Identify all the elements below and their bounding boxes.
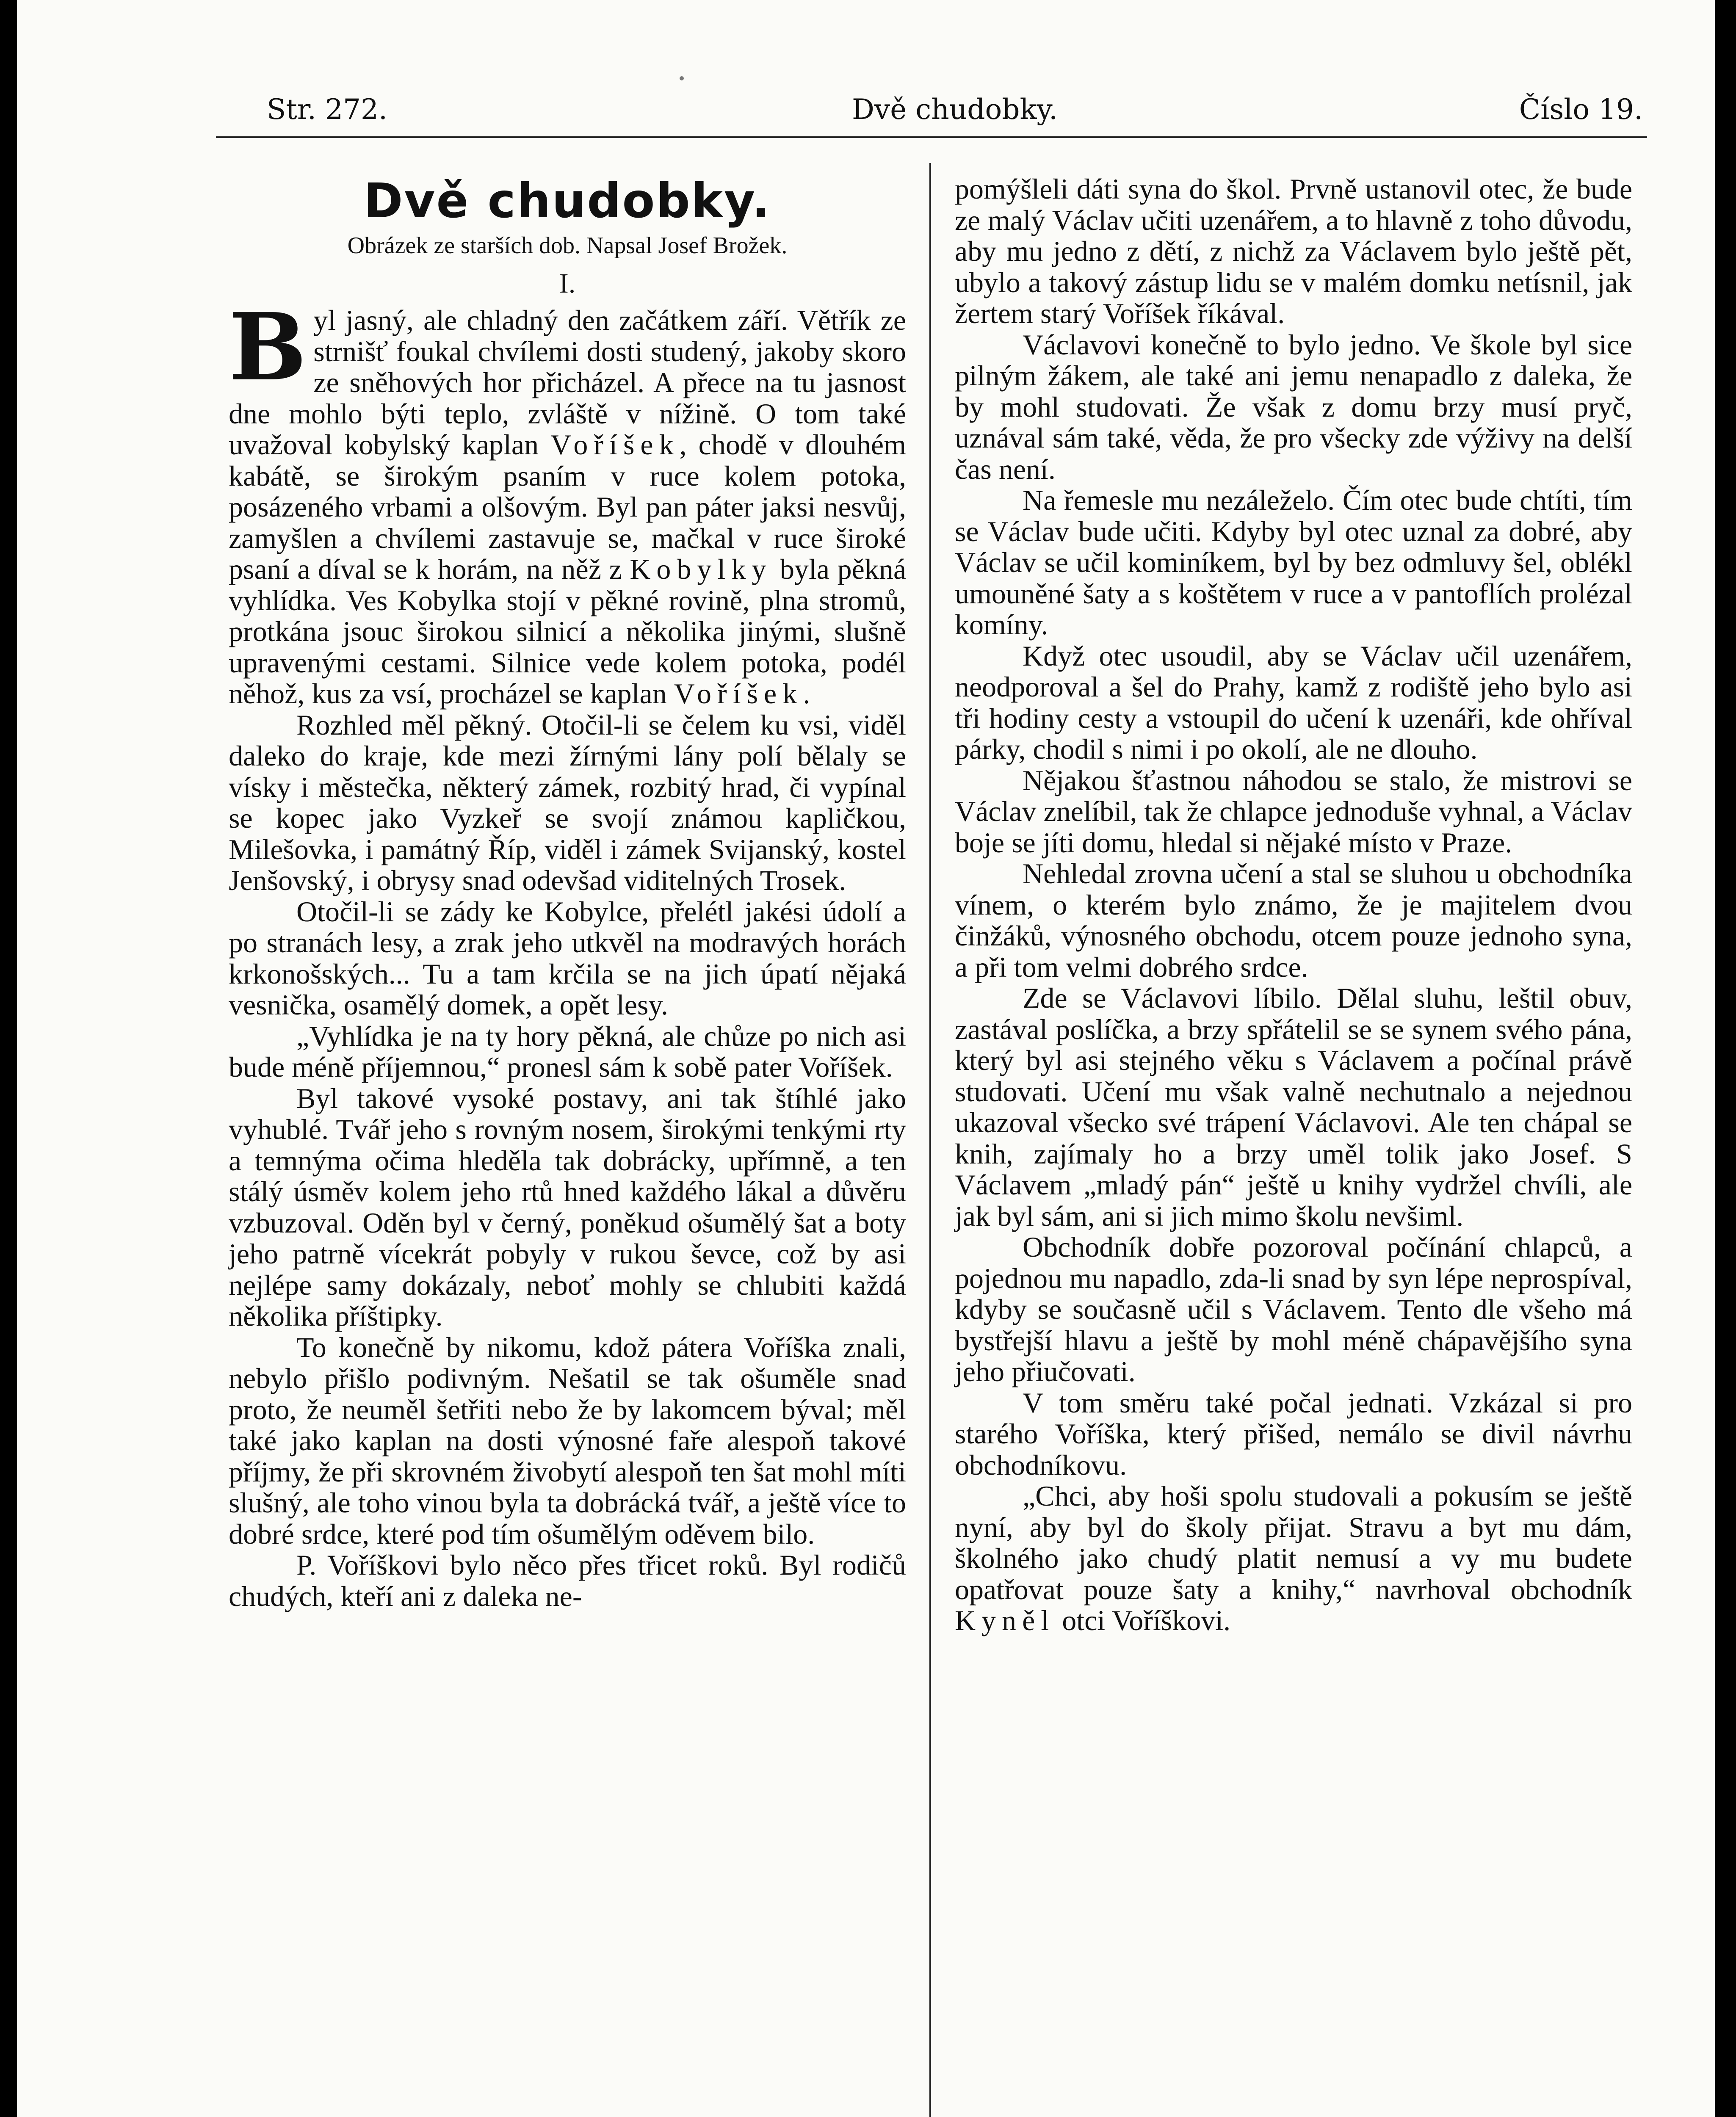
name-emphasis: Voříšek <box>674 677 803 710</box>
paragraph: pomýšleli dáti syna do škol. Prvně ustanovil otec, že bude ze malý Václav učiti uzenářem, a to hlavně z toho důvodu, aby mu jedno z dětí, z nichž za Václavem bylo ještě pět, ubylo a takový zástup lidu se v malém domku netísnil, jak žertem starý Voříšek říkával. <box>955 173 1632 329</box>
paragraph: Václavovi konečně to bylo jedno. Ve škole byl sice pilným žákem, ale také ani jemu nenapadlo z daleka, že by mohl studovati. Že však z domu brzy musí pryč, uznával sám také, věda, že pro všecky zde výživy na delší čas není. <box>955 328 1632 485</box>
paragraph: Rozhled měl pěkný. Otočil-li se čelem ku vsi, viděl daleko do kraje, kde mezi žírnými lány polí bělaly se vísky i městečka, některý zámek, rozbitý hrad, či vypínal se kopec jako Vyzkeř se svojí známou kapličkou, Milešovka, i památný Říp, viděl i zámek Svijanský, kostel Jenšovský, i obrysy snad odevšad viditelných Trosek. <box>229 708 906 896</box>
ink-speck <box>680 76 684 80</box>
paragraph: Otočil-li se zády ke Kobylce, přelétl jakési údolí a po stranách lesy, a zrak jeho utkvěl na modravých horách krkonošských... Tu a tam krčila se na jich úpatí nějaká vesnička, osamělý domek, a opět lesy. <box>229 895 906 1021</box>
running-title: Dvě chudobky. <box>852 93 1058 126</box>
column-divider <box>929 163 931 2117</box>
paragraph: Na řemesle mu nezáleželo. Čím otec bude chtíti, tím se Václav bude učiti. Kdyby byl otec uznal za dobré, aby Václav se učil kominíkem, byl by bez odmluvy šel, oblékl umouněné šaty a s koštětem v ruce a v pantoflích prolézal komíny. <box>955 484 1632 641</box>
paragraph: To konečně by nikomu, kdož pátera Voříška znali, nebylo přišlo podivným. Nešatil se tak ošuměle snad proto, že neuměl šetřiti nebo že by lakomcem býval; měl také jako kaplan na dosti výnosné faře alespoň takové příjmy, že při skrovném živobytí alespoň ten šat mohl míti slušný, ale toho vinou byla ta dobrácká tvář, a ještě více to dobré srdce, které pod tím ošumělým oděvem bilo. <box>229 1331 906 1550</box>
chapter-number: I. <box>559 268 576 299</box>
paragraph: Byl takové vysoké postavy, ani tak štíhlé jako vyhublé. Tvář jeho s rovným nosem, širokými tenkými rty a temnýma očima hleděla tak dobrácky, upřímně, a ten stálý úsměv kolem jeho rtů hned každého lákal a důvěru vzbuzoval. Oděn byl v černý, poněkud ošumělý šat a boty jeho patrně vícekrát pobyly v rukou ševce, což by asi nejlépe samy dokázaly, neboť mohly se chlubiti každá několika příštipky. <box>229 1082 906 1332</box>
paragraph: „Chci, aby hoši spolu studovali a pokusím se ještě nyní, aby byl do školy přijat. Stravu a byt mu dám, školného jako chudý platit nemusí a vy mu budete opatřovat pouze šaty a knihy,“ navrhoval obchodník Kyněl otci Voříškovi. <box>955 1480 1632 1636</box>
paragraph: Když otec usoudil, aby se Václav učil uzenářem, neodporoval a šel do Prahy, kamž z rodiště jeho bylo asi tři hodiny cesty a vstoupil do učení k uzenáři, kde ohříval párky, chodil s nimi i po okolí, ale ne dlouho. <box>955 639 1632 765</box>
article-title: Dvě chudobky. <box>363 174 771 229</box>
paragraph: P. Voříškovi bylo něco přes třicet roků. Byl rodičů chudých, kteří ani z daleka ne- <box>229 1549 906 1612</box>
page <box>17 0 1715 2117</box>
paragraph: Obchodník dobře pozoroval počínání chlapců, a pojednou mu napadlo, zda-li snad by syn lépe neprospíval, kdyby se současně učil s Václavem. Tento dle všeho má bystřejší hlavu a ještě by mohl méně chápavějšího syna jeho přiučovati. <box>955 1231 1632 1387</box>
left-column <box>229 174 906 1612</box>
header-rule <box>216 136 1647 138</box>
article-subtitle: Obrázek ze starších dob. Napsal Josef Brožek. <box>347 232 788 259</box>
paragraph: Nějakou šťastnou náhodou se stalo, že mistrovi se Václav znelíbil, tak že chlapce jednoduše vyhnal, a Václav boje se jíti domu, hledal si nějaké místo v Praze. <box>955 764 1632 859</box>
drop-cap: B <box>229 293 307 401</box>
paragraph: Nehledal zrovna učení a stal se sluhou u obchodníka vínem, o kterém bylo známo, že je majitelem dvou činžáků, výnosného obchodu, otcem pouze jednoho syna, a při tom velmi dobrého srdce. <box>955 857 1632 983</box>
name-emphasis: Kobylky <box>630 553 772 585</box>
issue-number: Číslo 19. <box>1519 93 1643 126</box>
paragraph: Zde se Václavovi líbilo. Dělal sluhu, leštil obuv, zastával poslíčka, a brzy spřátelil se se synem svého pána, který byl asi stejného věku s Václavem a počínal právě studovati. Učení mu však valně nechutnalo a nejednou ukazoval všecko své trápení Václavovi. Ale ten chápal se knih, zajímaly ho a brzy uměl tolik jako Josef. S Václavem „mladý pán“ ještě u knihy vydržel chvíli, ale jak byl sám, ani si jich mimo školu nevšiml. <box>955 982 1632 1232</box>
paragraph: „Vyhlídka je na ty hory pěkná, ale chůze po nich asi bude méně příjemnou,“ pronesl sám k sobě pater Voříšek. <box>229 1020 906 1083</box>
paragraph: V tom směru také počal jednati. Vzkázal si pro starého Voříška, který přišed, nemálo se divil návrhu obchodníkovu. <box>955 1386 1632 1481</box>
name-emphasis: Voříšek <box>550 428 680 461</box>
name-emphasis: Kyněl <box>955 1604 1055 1636</box>
paragraph: Byl jasný, ale chladný den začátkem září. Větřík ze strnišť foukal chvílemi dosti studený, jakoby skoro ze sněhových hor přicházel. A přece na tu jasnost dne mohlo býti teplo, zvláště v nížině. O tom také uvažoval kobylský kaplan Voříšek, chodě v dlouhém kabátě, se širokým psaním v ruce kolem potoka, posázeného vrbami a olšovým. Byl pan páter jaksi nesvůj, zamyšlen a chvílemi zastavuje se, mačkal v ruce široké psaní a díval se k horám, na něž z Kobylky byla pěkná vyhlídka. Ves Kobylka stojí v pěkné rovině, plna stromů, protkána jsouc širokou silnicí a několika jinými, slušně upravenými cestami. Silnice vede kolem potoka, podél něhož, kus za vsí, procházel se kaplan Voříšek. <box>229 293 906 710</box>
right-column <box>955 174 1632 1636</box>
page-number: Str. 272. <box>267 93 387 126</box>
running-header <box>267 93 1643 131</box>
